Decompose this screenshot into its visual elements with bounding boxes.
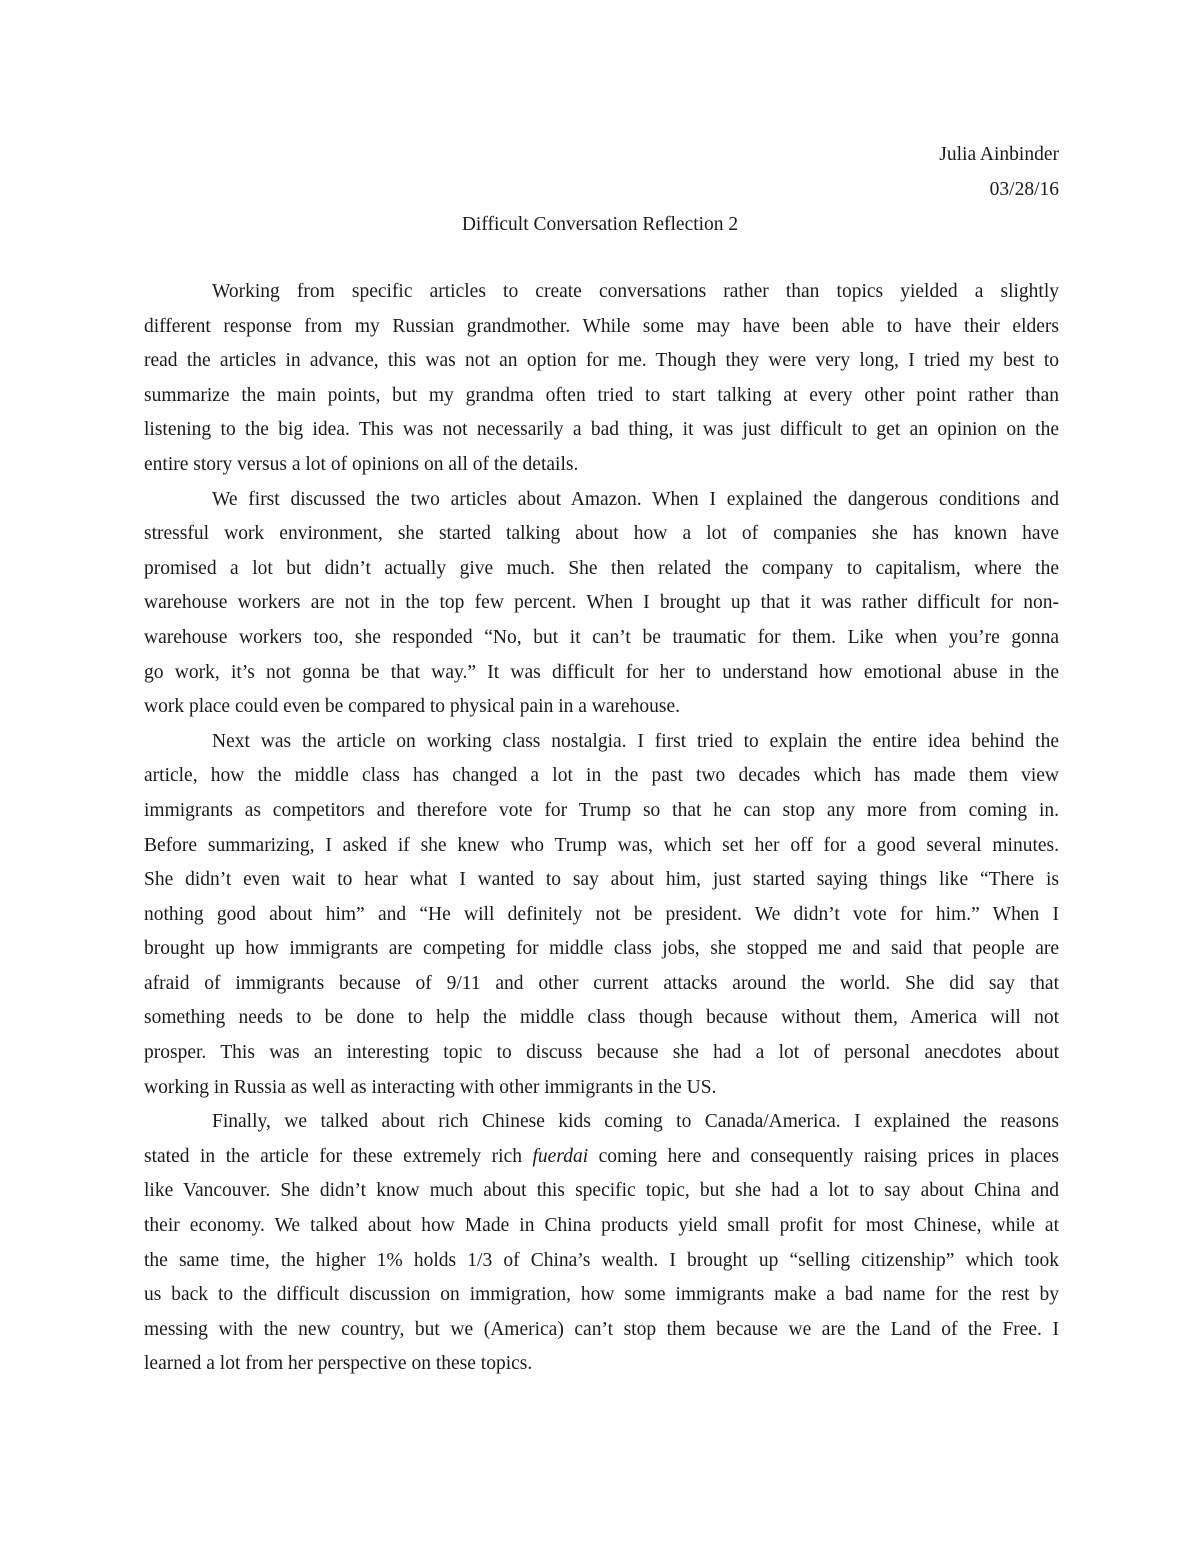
paragraph-line: Next was the article on working class nostalgia. I first tried to explain the entire idea behind the [212, 730, 1059, 752]
paragraph-line: warehouse workers too, she responded “No, but it can’t be traumatic for them. Like when you’re gonna [144, 626, 1059, 648]
paragraph-line: something needs to be done to help the middle class though because without them, America will not [144, 1007, 1059, 1029]
paragraph-line: immigrants as competitors and therefore vote for Trump so that he can stop any more from coming in. [144, 799, 1059, 821]
paragraph-line: learned a lot from her perspective on these topics. [144, 1353, 533, 1375]
paragraph-line: summarize the main points, but my grandma often tried to start talking at every other point rather than [144, 384, 1059, 406]
paragraph-line: nothing good about him” and “He will definitely not be president. We didn’t vote for him.” When I [144, 903, 1059, 925]
paragraph-line: article, how the middle class has changed a lot in the past two decades which has made them view [144, 765, 1059, 787]
paragraph-line: prosper. This was an interesting topic to discuss because she had a lot of personal anecdotes about [144, 1042, 1059, 1064]
paragraph-line: go work, it’s not gonna be that way.” It was difficult for her to understand how emotional abuse in the [144, 661, 1059, 683]
text-segment: stated in the article for these extremely rich [144, 1145, 533, 1167]
paragraph-line: Working from specific articles to create conversations rather than topics yielded a slightly [212, 281, 1059, 302]
paragraph-line: promised a lot but didn’t actually give much. She then related the company to capitalism, where the [144, 557, 1059, 579]
paragraph-line: Finally, we talked about rich Chinese kids coming to Canada/America. I explained the reasons [212, 1111, 1059, 1133]
paragraph-line: like Vancouver. She didn’t know much about this specific topic, but she had a lot to say about China and [144, 1180, 1059, 1202]
paragraph-line: us back to the difficult discussion on immigration, how some immigrants make a bad name for the rest by [144, 1284, 1059, 1306]
text-segment: coming here and consequently raising prices in places [588, 1145, 1059, 1167]
paragraph-line-with-italic [144, 1140, 1059, 1175]
author-name: Julia Ainbinder [939, 144, 1059, 165]
document-header [939, 138, 1059, 207]
paragraph-4 [144, 1105, 1059, 1382]
paragraph-line: entire story versus a lot of opinions on all of the details. [144, 453, 579, 475]
paragraph-line: the same time, the higher 1% holds 1/3 of China’s wealth. I brought up “selling citizenship” which took [144, 1249, 1059, 1271]
paragraph-line: different response from my Russian grandmother. While some may have been able to have their elders [144, 315, 1059, 337]
document-title: Difficult Conversation Reflection 2 [461, 214, 739, 235]
paragraph-line: work place could even be compared to physical pain in a warehouse. [144, 696, 681, 718]
paragraph-line: working in Russia as well as interacting with other immigrants in the US. [144, 1076, 717, 1098]
document-date: 03/28/16 [989, 178, 1059, 200]
document-body [144, 275, 1059, 1382]
paragraph-line: messing with the new country, but we (America) can’t stop them because we are the Land of the Free. I [144, 1318, 1059, 1340]
paragraph-line: She didn’t even wait to hear what I wanted to say about him, just started saying things like “There is [144, 869, 1059, 891]
paragraph-1 [144, 275, 1059, 483]
paragraph-line: Before summarizing, I asked if she knew who Trump was, which set her off for a good several minutes. [144, 834, 1059, 856]
paragraph-2 [144, 483, 1059, 725]
paragraph-line: their economy. We talked about how Made in China products yield small profit for most Chinese, while at [144, 1215, 1059, 1237]
paragraph-line: stressful work environment, she started talking about how a lot of companies she has known have [144, 523, 1059, 545]
paragraph-line: afraid of immigrants because of 9/11 and other current attacks around the world. She did say that [144, 972, 1059, 994]
paragraph-line: listening to the big idea. This was not necessarily a bad thing, it was just difficult to get an opinion on the [144, 419, 1059, 441]
paragraph-line: We first discussed the two articles about Amazon. When I explained the dangerous conditions and [212, 488, 1059, 510]
paragraph-line: read the articles in advance, this was not an option for me. Though they were very long, I tried my best to [144, 350, 1059, 372]
paragraph-3 [144, 725, 1059, 1106]
italic-term-fuerdai: fuerdai [532, 1145, 589, 1167]
paragraph-line: brought up how immigrants are competing for middle class jobs, she stopped me and said that people are [144, 938, 1059, 960]
paragraph-line: warehouse workers are not in the top few percent. When I brought up that it was rather difficult for non- [144, 592, 1059, 614]
